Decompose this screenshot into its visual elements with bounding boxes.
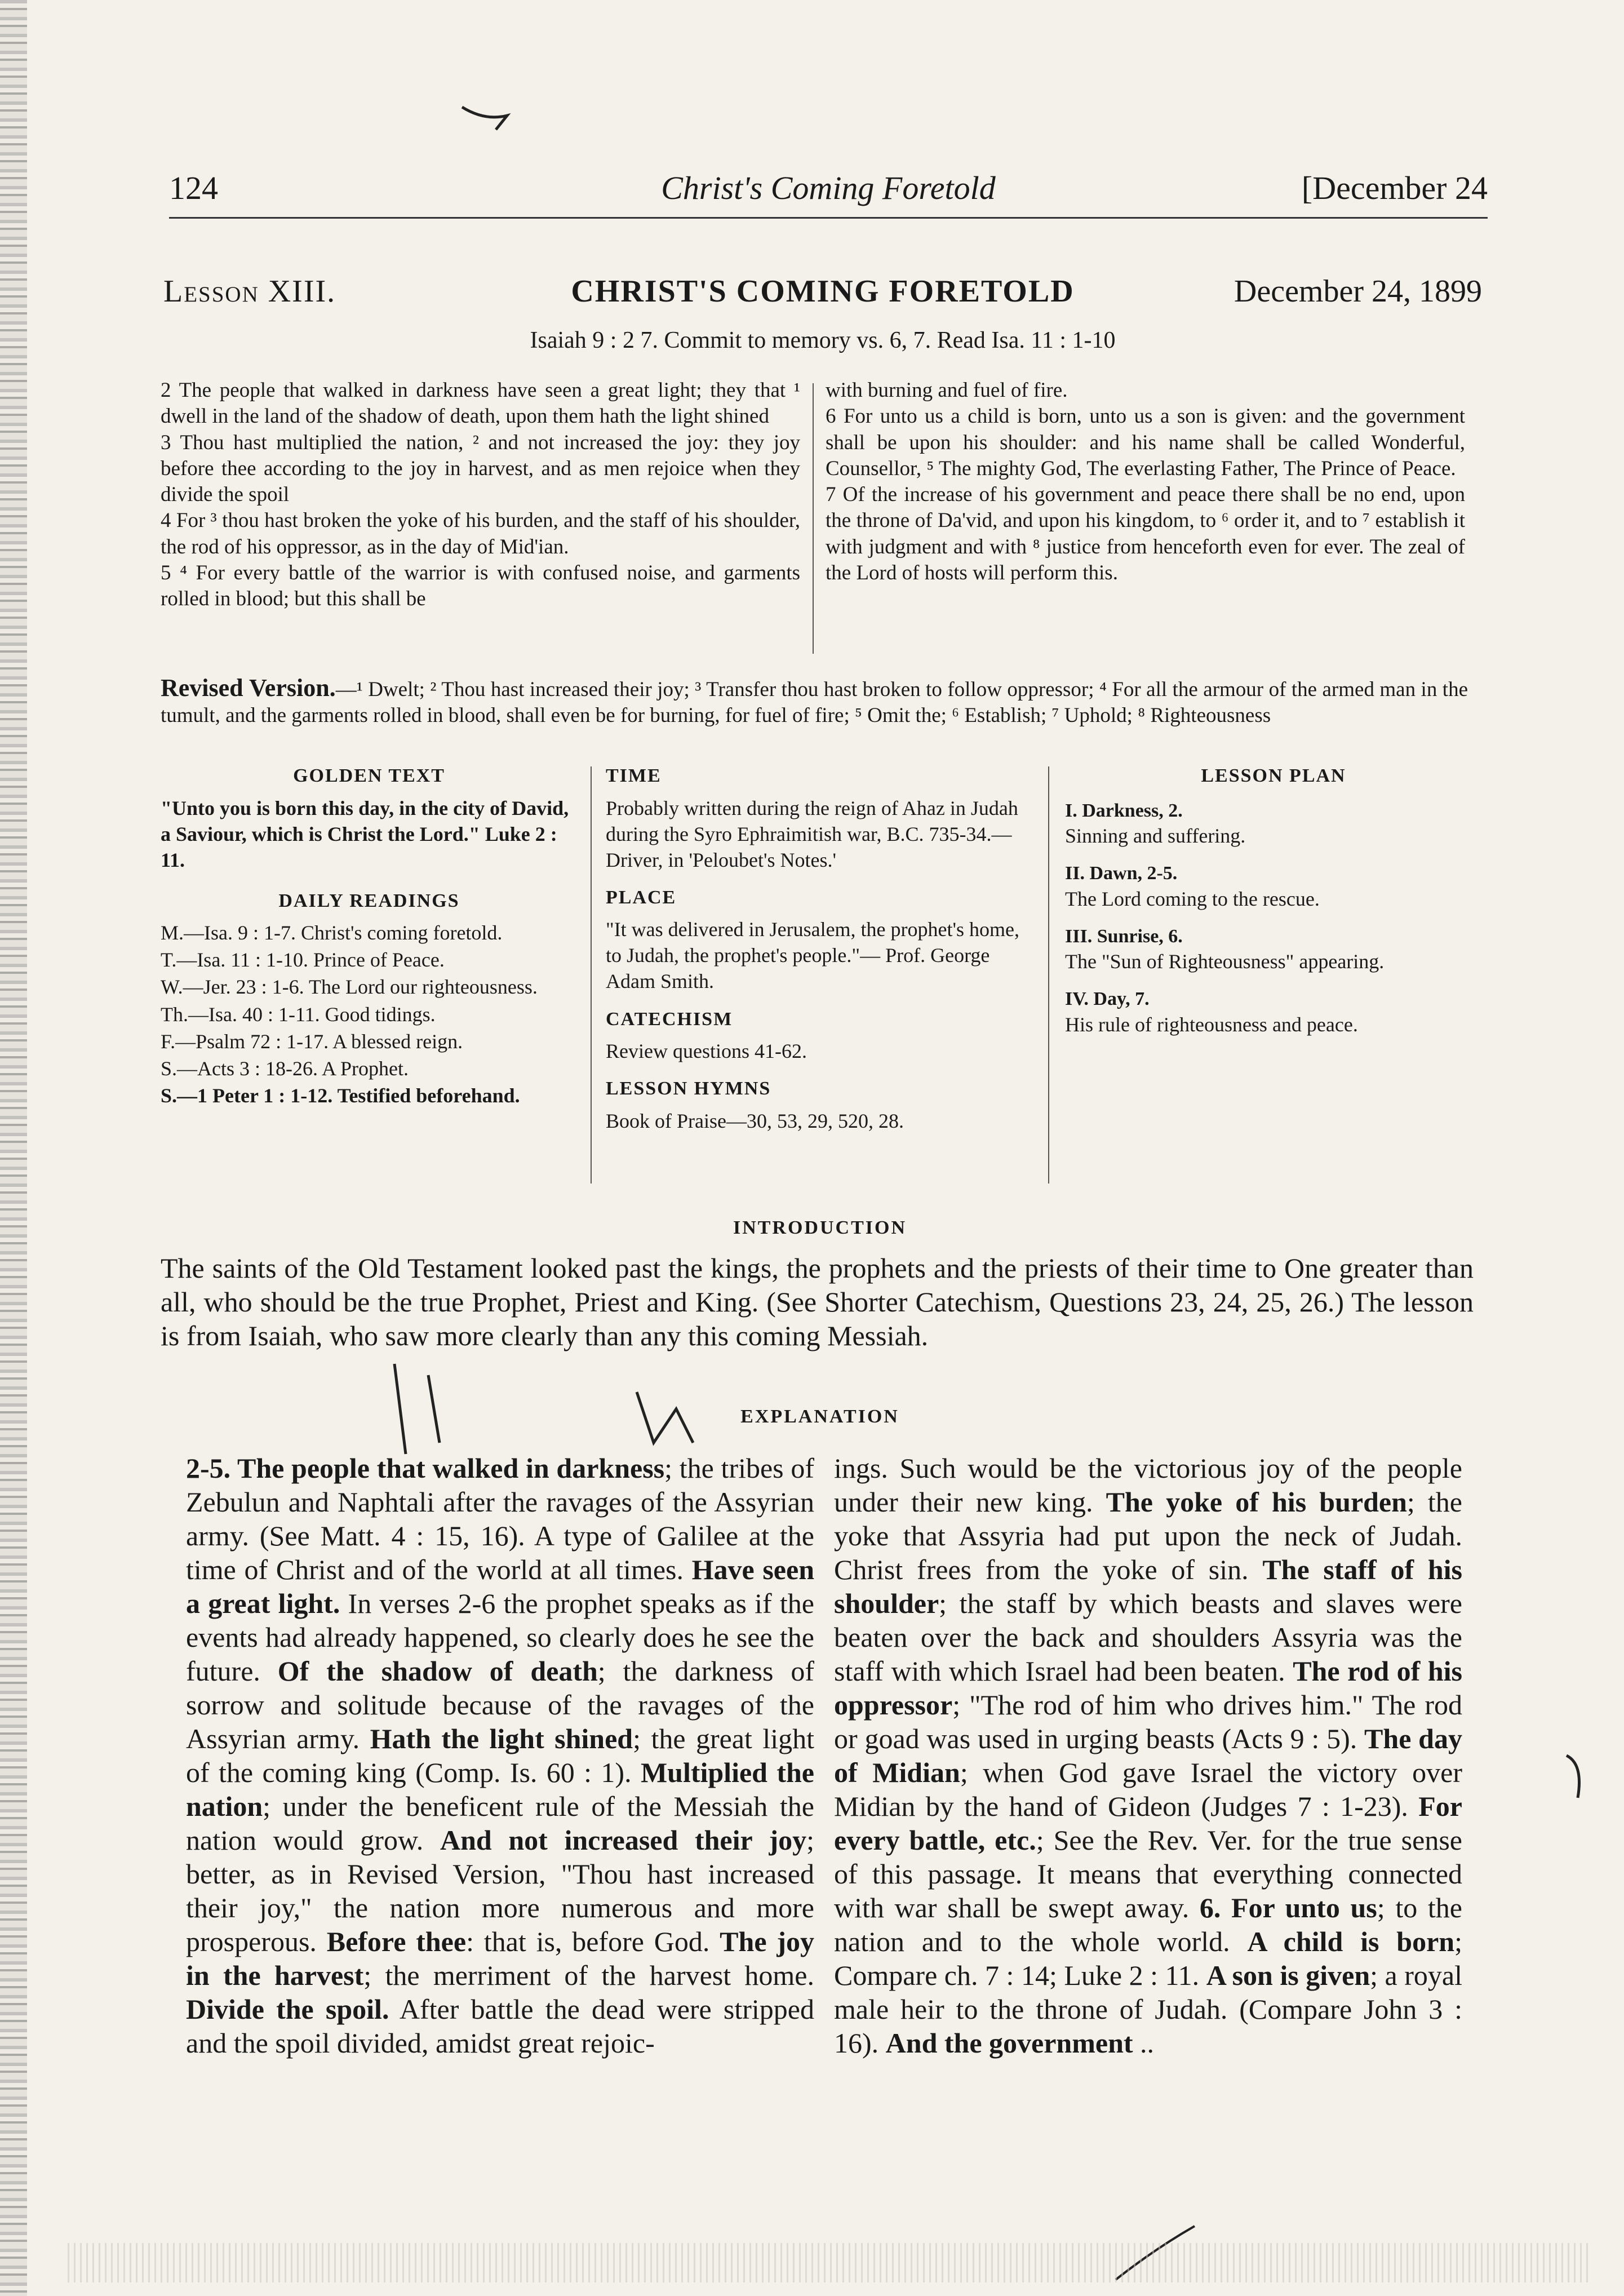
plan-point-text: His rule of righteousness and peace. — [1065, 1013, 1358, 1036]
explanation-term: The joy in the harvest — [186, 1926, 814, 1991]
column-divider — [591, 766, 592, 1184]
explanation-gloss: ; when God gave Israel the victory over Midian by the hand of Gideon (Judges 7 : 1-23). — [834, 1757, 1462, 1822]
explanation-term: For every battle, etc. — [834, 1790, 1462, 1856]
explanation-gloss: ; a royal male heir to the throne of Judah. (Compare John 3 : 16). — [834, 1960, 1462, 2059]
explanation-term: The staff of his shoulder — [834, 1554, 1462, 1619]
daily-reading: T.—Isa. 11 : 1-10. Prince of Peace. — [161, 948, 445, 972]
revised-version-text: —¹ Dwelt; ² Thou hast increased their joy; ³ Transfer thou hast broken to follow oppressor; ⁴ For all the armour of the armed man in the tumult, and the garments rolled in blood, shall even be for burning, for fuel of fire; ⁵ Omit the; ⁶ Establish; ⁷ Uphold; ⁸ Righteousness — [161, 678, 1468, 727]
explanation-term: Multiplied the nation — [186, 1757, 814, 1822]
explanation-term: The rod of his oppressor — [834, 1655, 1462, 1721]
explanation-paragraph — [834, 1451, 1462, 2060]
place-heading: PLACE — [606, 887, 677, 908]
daily-reading: S.—1 Peter 1 : 1-12. Testified beforehand. — [161, 1084, 520, 1107]
explanation-gloss: In verses 2-6 the prophet speaks as if the events had already happened, so clearly does he see the future. — [186, 1588, 814, 1687]
verse: with burning and fuel of fire. — [826, 379, 1068, 402]
lesson-plan-column — [1065, 764, 1482, 1050]
explanation-left-column — [186, 1451, 814, 2060]
time-text: Probably written during the reign of Ahaz in Judah during the Syro Ephraimitish war, B.C. 735-34.— Driver, in 'Peloubet's Notes.' — [606, 796, 1018, 871]
explanation-gloss: : that is, before God. — [466, 1926, 720, 1957]
explanation-gloss: After battle the dead were stripped and the spoil divided, amidst great rejoic- — [186, 1993, 814, 2059]
lesson-title: CHRIST'S COMING FORETOLD — [571, 274, 1075, 309]
introduction-heading: INTRODUCTION — [733, 1217, 907, 1238]
explanation-gloss: ; the yoke that Assyria had put upon the neck of Judah. Christ frees from the yoke of sin. — [834, 1486, 1462, 1585]
catechism-heading: CATECHISM — [606, 1008, 733, 1030]
running-head — [169, 169, 1488, 214]
lesson-heading — [163, 273, 1482, 318]
plan-point-text: Sinning and suffering. — [1065, 825, 1246, 848]
explanation-term: The day of Midian — [834, 1723, 1462, 1788]
scan-bottom-artifact — [68, 2243, 1589, 2282]
golden-text-heading: GOLDEN TEXT — [293, 765, 445, 786]
scan-edge-artifact — [0, 0, 27, 2296]
explanation-gloss: ; under the beneficent rule of the Messiah the nation would grow. — [186, 1790, 814, 1856]
explanation-gloss: ; See the Rev. Ver. for the true sense of this passage. It means that everything connected with war shall be swept away. — [834, 1824, 1462, 1923]
time-place-column — [606, 764, 1040, 1134]
explanation-term: And the government — [885, 2027, 1133, 2059]
plan-point-title: II. Dawn, 2-5. — [1065, 863, 1178, 884]
explanation-term: And not increased their joy — [440, 1824, 807, 1856]
explanation-gloss: ; better, as in Revised Version, "Thou hast increased their joy," the nation more numerous and more prosperous. — [186, 1824, 814, 1957]
explanation-gloss: ; to the nation and to the whole world. — [834, 1892, 1462, 1957]
explanation-gloss: ; the great light of the coming king (Comp. Is. 60 : 1). — [186, 1723, 814, 1788]
explanation-gloss: ; the merriment of the harvest home. — [363, 1960, 815, 1991]
explanation-term: A son is given — [1206, 1960, 1370, 1991]
daily-reading: Th.—Isa. 40 : 1-11. Good tidings. — [161, 1003, 436, 1026]
explanation-term: Have seen a great light. — [186, 1554, 814, 1619]
explanation-heading: EXPLANATION — [740, 1406, 899, 1427]
explanation-gloss: .. — [1133, 2027, 1155, 2059]
lesson-hymns-heading: LESSON HYMNS — [606, 1078, 771, 1100]
introduction-text: The saints of the Old Testament looked past the kings, the prophets and the priests of their time to One greater than all, who should be the true Prophet, Priest and King. (See Shorter Catechism, Questions 23, 24, 25, 26.) The lesson is from Isaiah, who saw more clearly than any this coming Messiah. — [161, 1252, 1474, 1351]
page-number: 124 — [169, 170, 218, 206]
explanation-term: 6. For unto us — [1199, 1892, 1377, 1923]
lesson-date: December 24, 1899 — [1233, 274, 1482, 309]
daily-reading: F.—Psalm 72 : 1-17. A blessed reign. — [161, 1030, 463, 1053]
explanation-term: Divide the spoil. — [186, 1993, 389, 2025]
explanation-term: Of the shadow of death — [277, 1655, 598, 1687]
header-rule — [169, 217, 1488, 219]
column-divider — [813, 383, 814, 654]
lesson-number: Lesson XIII. — [163, 274, 336, 309]
explanation-term: 2-5. The people that walked in darkness — [186, 1452, 665, 1484]
verse: 3 Thou hast multiplied the nation, ² and not increased the joy: they joy before thee according to the joy in harvest, and as men rejoice when they divide the spoil — [161, 431, 800, 506]
verse: 5 ⁴ For every battle of the warrior is with confused noise, and garments rolled in blood; but this shall be — [161, 561, 800, 610]
scripture-text-left — [161, 378, 800, 612]
explanation-right-column — [834, 1451, 1462, 2060]
revised-version-note — [161, 673, 1468, 728]
plan-point-title: I. Darkness, 2. — [1065, 800, 1183, 821]
explanation-term: A child is born — [1247, 1926, 1455, 1957]
verse: 4 For ³ thou hast broken the yoke of his burden, and the staff of his shoulder, the rod of his oppressor, as in the day of Mid'ian. — [161, 509, 800, 559]
explanation-paragraph — [186, 1451, 814, 2060]
verse: 2 The people that walked in darkness have seen a great light; they that ¹ dwell in the land of the shadow of death, upon them hath the light shined — [161, 379, 800, 428]
lesson-hymns-text: Book of Praise—30, 53, 29, 520, 28. — [606, 1109, 904, 1132]
explanation-term: The yoke of his burden — [1106, 1486, 1407, 1518]
catechism-text: Review questions 41-62. — [606, 1040, 807, 1063]
daily-reading: S.—Acts 3 : 18-26. A Prophet. — [161, 1057, 409, 1080]
golden-text: "Unto you is born this day, in the city of David, a Saviour, which is Christ the Lord." Luke 2 : 11. — [161, 796, 569, 871]
explanation-gloss: ; "The rod of him who drives him." The rod or goad was used in urging beasts (Acts 9 : 5). — [834, 1689, 1462, 1754]
place-text: "It was delivered in Jerusalem, the prophet's home, to Judah, the prophet's people."— Prof. George Adam Smith. — [606, 918, 1019, 993]
time-heading: TIME — [606, 765, 662, 786]
explanation-term: Hath the light shined — [370, 1723, 633, 1754]
explanation-gloss: ; the darkness of sorrow and solitude because of the ravages of the Assyrian army. — [186, 1655, 815, 1754]
explanation-gloss: ings. Such would be the victorious joy of the people under their new king. — [834, 1452, 1462, 1518]
explanation-gloss: ; the tribes of Zebulun and Naphtali after the ravages of the Assyrian army. (See Matt. 4 : 15, 16). A type of Galilee at the time of Christ and of the world at all times. — [186, 1452, 815, 1585]
daily-readings-heading: DAILY READINGS — [278, 890, 460, 911]
golden-text-column — [161, 764, 578, 1110]
column-divider — [1048, 766, 1049, 1184]
daily-reading: M.—Isa. 9 : 1-7. Christ's coming foretold. — [161, 921, 503, 945]
plan-point-text: The Lord coming to the rescue. — [1065, 887, 1320, 910]
verse: 6 For unto us a child is born, unto us a son is given: and the government shall be upon his shoulder: and his name shall be called Wonderful, Counsellor, ⁵ The mighty God, The everlasting Father, The Prince of Peace. — [826, 405, 1465, 480]
verse: 7 Of the increase of his government and peace there shall be no end, upon the throne of Da'vid, and upon his kingdom, to ⁶ order it, and to ⁷ establish it with judgment and with ⁸ justice from henceforth even for ever. The zeal of the Lord of hosts will perform this. — [826, 483, 1465, 584]
scripture-text-right — [826, 378, 1465, 586]
daily-reading: W.—Jer. 23 : 1-6. The Lord our righteousness. — [161, 976, 538, 999]
running-date: [December 24 — [1301, 170, 1488, 206]
explanation-gloss: ; the staff by which beasts and slaves were beaten over the back and shoulders Assyria was the staff with which Israel had been beaten. — [834, 1588, 1462, 1687]
lesson-plan-heading: LESSON PLAN — [1201, 765, 1346, 786]
scripture-reference: Isaiah 9 : 2 7. Commit to memory vs. 6, 7. Read Isa. 11 : 1-10 — [530, 327, 1116, 353]
explanation-term: Before thee — [326, 1926, 467, 1957]
plan-point-title: IV. Day, 7. — [1065, 989, 1150, 1010]
plan-point-text: The "Sun of Righteousness" appearing. — [1065, 950, 1385, 973]
revised-version-label: Revised Version. — [161, 674, 336, 702]
explanation-gloss: ; Compare ch. 7 : 14; Luke 2 : 11. — [834, 1926, 1462, 1991]
running-title: Christ's Coming Foretold — [661, 170, 996, 206]
plan-point-title: III. Sunrise, 6. — [1065, 925, 1183, 947]
